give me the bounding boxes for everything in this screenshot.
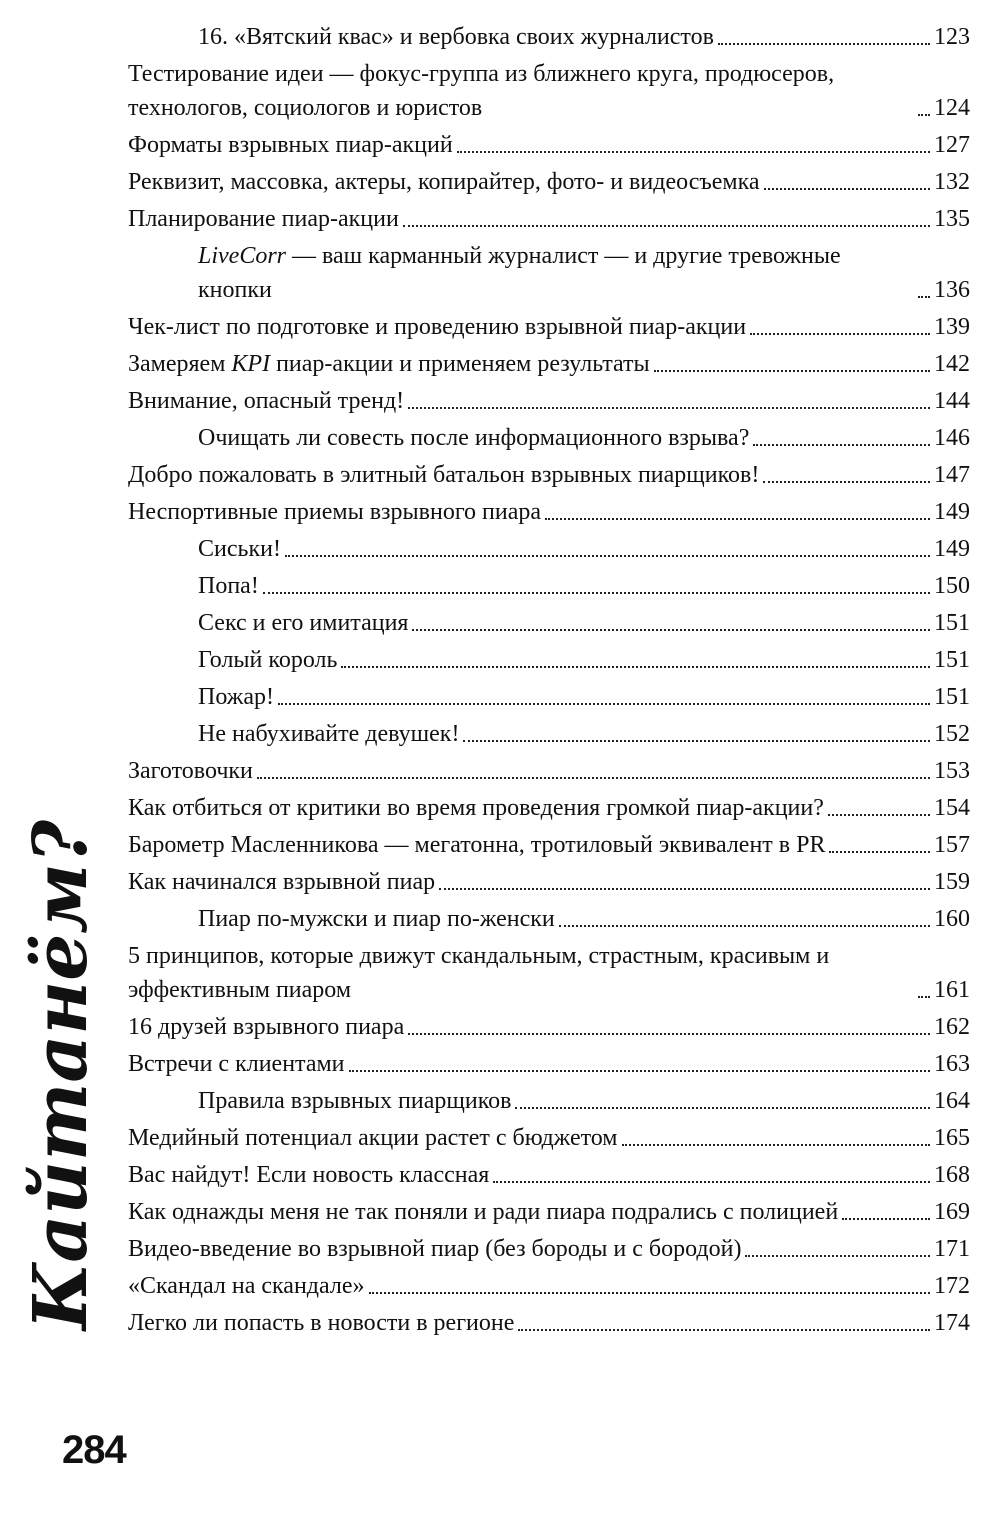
toc-entry: [128, 1306, 970, 1340]
toc-entry: [128, 384, 970, 418]
toc-entry-title: [198, 643, 337, 677]
toc-entry-page: 132: [934, 169, 970, 195]
toc-entry-page: 169: [934, 1199, 970, 1225]
toc-entry-title: [128, 1047, 345, 1081]
dot-leader: [408, 407, 930, 409]
toc-entry-title: [128, 347, 650, 381]
toc-entry-page: 160: [934, 906, 970, 932]
toc-entry-title-text: Медийный потенциал акции растет с бюджетом: [128, 1125, 618, 1151]
dot-leader: [408, 1033, 930, 1035]
toc-entry-page: 163: [934, 1051, 970, 1077]
toc-entry-page: 161: [934, 977, 970, 1003]
toc-entry-title: [198, 239, 914, 307]
toc-entry-title-prefix: Замеряем: [128, 351, 232, 377]
dot-leader: [829, 851, 930, 853]
dot-leader: [559, 925, 930, 927]
toc-entry: [128, 128, 970, 162]
toc-entry-page: 124: [934, 95, 970, 121]
toc-entry-title-text: Внимание, опасный тренд!: [128, 388, 405, 414]
toc-entry-page: 144: [934, 388, 970, 414]
toc-entry-title-text: Правила взрывных пиарщиков: [198, 1088, 512, 1114]
dot-leader: [349, 1070, 930, 1072]
toc-entry-title-text: Неспортивные приемы взрывного пиара: [128, 499, 542, 525]
toc-entry-page: 151: [934, 684, 970, 710]
toc-entry: [128, 1121, 970, 1155]
toc-entry-title-text: Сиськи!: [198, 536, 281, 562]
toc-entry-title: [128, 1121, 618, 1155]
toc-entry-title: [128, 458, 759, 492]
toc-entry-page: 147: [934, 462, 970, 488]
toc-entry-title: [128, 1010, 404, 1044]
dot-leader: [622, 1144, 931, 1146]
toc-entry-title: [198, 1084, 511, 1118]
toc-entry: [128, 1084, 970, 1118]
toc-entry-title: [198, 569, 259, 603]
dot-leader: [763, 481, 930, 483]
toc-entry-page: 152: [934, 721, 970, 747]
toc-entry-page: 168: [934, 1162, 970, 1188]
toc-entry-title-text: 5 принципов, которые движут скандальным, страстным, красивым и эффективным пиаром: [128, 943, 830, 1003]
toc-entry-page: 172: [934, 1273, 970, 1299]
toc-entry-title-text: Барометр Масленникова — мегатонна, тротиловый эквивалент в PR: [128, 832, 826, 858]
toc-entry-title: [198, 606, 408, 640]
toc-entry-title-text: Добро пожаловать в элитный батальон взрывных пиарщиков!: [128, 462, 760, 488]
toc-entry-page: 123: [934, 24, 970, 50]
toc-entry: [128, 902, 970, 936]
dot-leader: [257, 777, 930, 779]
toc-entry: [128, 754, 970, 788]
toc-entry-title-italic: LiveCorr: [198, 243, 287, 269]
toc-entry: [128, 1047, 970, 1081]
toc-entry-page: 164: [934, 1088, 970, 1114]
toc-entry: [128, 643, 970, 677]
toc-entry-page: 150: [934, 573, 970, 599]
toc-entry-page: 174: [934, 1310, 970, 1336]
toc-entry-title-text: Встречи с клиентами: [128, 1051, 345, 1077]
toc-entry-title-text: Пиар по-мужски и пиар по-женски: [198, 906, 555, 932]
toc-entry: [128, 1195, 970, 1229]
toc-entry: [128, 1232, 970, 1266]
dot-leader: [515, 1107, 930, 1109]
dot-leader: [457, 151, 930, 153]
dot-leader: [764, 188, 930, 190]
toc-entry-page: 157: [934, 832, 970, 858]
toc-entry: [128, 458, 970, 492]
toc-entry-page: 149: [934, 499, 970, 525]
toc-entry-title: [128, 1195, 838, 1229]
dot-leader: [654, 370, 930, 372]
toc-entry: [128, 717, 970, 751]
toc-entry-title-text: Как отбиться от критики во время проведения громкой пиар-акции?: [128, 795, 824, 821]
toc-entry-page: 146: [934, 425, 970, 451]
toc-entry-title-text: Тестирование идеи — фокус-группа из ближнего круга, продюсеров, технологов, социологов и юристов: [128, 61, 835, 121]
dot-leader: [753, 444, 930, 446]
toc-entry: [128, 680, 970, 714]
toc-entry-page: 171: [934, 1236, 970, 1262]
toc-entry-title-text: Попа!: [198, 573, 259, 599]
dot-leader: [278, 703, 930, 705]
side-title-logo: Кайтанём?: [18, 819, 104, 1330]
toc-entry-title: [198, 20, 714, 54]
toc-entry-title: [128, 310, 746, 344]
toc-entry-title: [128, 1232, 741, 1266]
dot-leader: [439, 888, 930, 890]
toc-entry-title: [128, 495, 541, 529]
dot-leader: [341, 666, 930, 668]
toc-entry: [128, 791, 970, 825]
toc-entry-title-text: Реквизит, массовка, актеры, копирайтер, фото- и видеосъемка: [128, 169, 760, 195]
toc-entry-title: [198, 680, 274, 714]
toc-entry-title-text: Форматы взрывных пиар-акций: [128, 132, 453, 158]
toc-entry-title-text: Заготовочки: [128, 758, 253, 784]
toc-entry-page: 136: [934, 277, 970, 303]
toc-entry-title-text: Голый король: [198, 647, 338, 673]
dot-leader: [285, 555, 930, 557]
toc-entry: [128, 828, 970, 862]
dot-leader: [369, 1292, 931, 1294]
toc-entry-page: 154: [934, 795, 970, 821]
toc-entry: [128, 202, 970, 236]
toc-entry-title: [128, 1158, 489, 1192]
toc-entry-title: [198, 717, 459, 751]
toc-entry-page: 151: [934, 647, 970, 673]
toc-entry-title-text: Вас найдут! Если новость классная: [128, 1162, 490, 1188]
toc-entry-title: [128, 939, 914, 1007]
dot-leader: [263, 592, 930, 594]
toc-entry: [128, 1010, 970, 1044]
toc-entry-page: 139: [934, 314, 970, 340]
toc-entry: [128, 865, 970, 899]
table-of-contents: [128, 20, 970, 1343]
toc-entry: [128, 1269, 970, 1303]
toc-entry-title-text: Легко ли попасть в новости в регионе: [128, 1310, 515, 1336]
toc-entry-title-text: Планирование пиар-акции: [128, 206, 399, 232]
toc-entry-title: [198, 421, 749, 455]
toc-entry-page: 153: [934, 758, 970, 784]
toc-entry-page: 127: [934, 132, 970, 158]
toc-entry-title: [128, 865, 435, 899]
toc-entry-title-text: Видео-введение во взрывной пиар (без бороды и с бородой): [128, 1236, 742, 1262]
toc-entry-title: [128, 202, 399, 236]
toc-entry-title-text: Как начинался взрывной пиар: [128, 869, 436, 895]
dot-leader: [750, 333, 930, 335]
toc-entry: [128, 939, 970, 1007]
dot-leader: [403, 225, 930, 227]
toc-entry-title: [128, 128, 453, 162]
toc-entry: [128, 532, 970, 566]
toc-entry-page: 142: [934, 351, 970, 377]
toc-entry-title: [198, 902, 555, 936]
toc-entry: [128, 57, 970, 125]
toc-entry-page: 162: [934, 1014, 970, 1040]
dot-leader: [718, 43, 930, 45]
toc-entry-title-text: Чек-лист по подготовке и проведению взрывной пиар-акции: [128, 314, 747, 340]
toc-entry-page: 149: [934, 536, 970, 562]
toc-entry-page: 135: [934, 206, 970, 232]
dot-leader: [918, 296, 930, 298]
toc-entry-title: [128, 384, 404, 418]
dot-leader: [545, 518, 930, 520]
toc-entry: [128, 165, 970, 199]
toc-entry-title-italic: KPI: [231, 351, 271, 377]
toc-entry-title-text: Не набухивайте девушек!: [198, 721, 460, 747]
toc-entry-page: 165: [934, 1125, 970, 1151]
toc-entry-page: 151: [934, 610, 970, 636]
toc-entry-title: [128, 165, 760, 199]
toc-entry-title-text: Как однажды меня не так поняли и ради пиара подрались с полицией: [128, 1199, 839, 1225]
toc-entry-title-text: 16. «Вятский квас» и вербовка своих журналистов: [198, 24, 714, 50]
dot-leader: [918, 996, 930, 998]
toc-entry: [128, 606, 970, 640]
dot-leader: [828, 814, 930, 816]
dot-leader: [918, 114, 930, 116]
toc-entry-title: [128, 754, 253, 788]
toc-entry-page: 159: [934, 869, 970, 895]
toc-entry: [128, 1158, 970, 1192]
page-number: 284: [62, 1428, 126, 1472]
dot-leader: [493, 1181, 930, 1183]
toc-entry: [128, 569, 970, 603]
dot-leader: [842, 1218, 930, 1220]
toc-entry: [128, 495, 970, 529]
toc-entry-title-text: Очищать ли совесть после информационного взрыва?: [198, 425, 750, 451]
toc-entry-title: [128, 791, 824, 825]
toc-entry-title-text: Секс и его имитация: [198, 610, 409, 636]
dot-leader: [518, 1329, 930, 1331]
toc-entry-title-text: — ваш карманный журналист — и другие тревожные кнопки: [198, 243, 841, 303]
toc-entry-title-text: Пожар!: [198, 684, 274, 710]
toc-entry-title-text: 16 друзей взрывного пиара: [128, 1014, 405, 1040]
dot-leader: [745, 1255, 930, 1257]
toc-entry: [128, 347, 970, 381]
toc-entry-title: [128, 57, 914, 125]
toc-entry-title: [198, 532, 281, 566]
toc-entry-title: [128, 828, 825, 862]
dot-leader: [463, 740, 930, 742]
toc-entry-title-text: «Скандал на скандале»: [128, 1273, 365, 1299]
toc-entry: [128, 20, 970, 54]
toc-entry: [128, 310, 970, 344]
toc-entry-title-text: пиар-акции и применяем результаты: [270, 351, 650, 377]
toc-entry-title: [128, 1306, 514, 1340]
toc-entry-title: [128, 1269, 365, 1303]
dot-leader: [412, 629, 930, 631]
toc-entry: [128, 421, 970, 455]
toc-entry: [128, 239, 970, 307]
